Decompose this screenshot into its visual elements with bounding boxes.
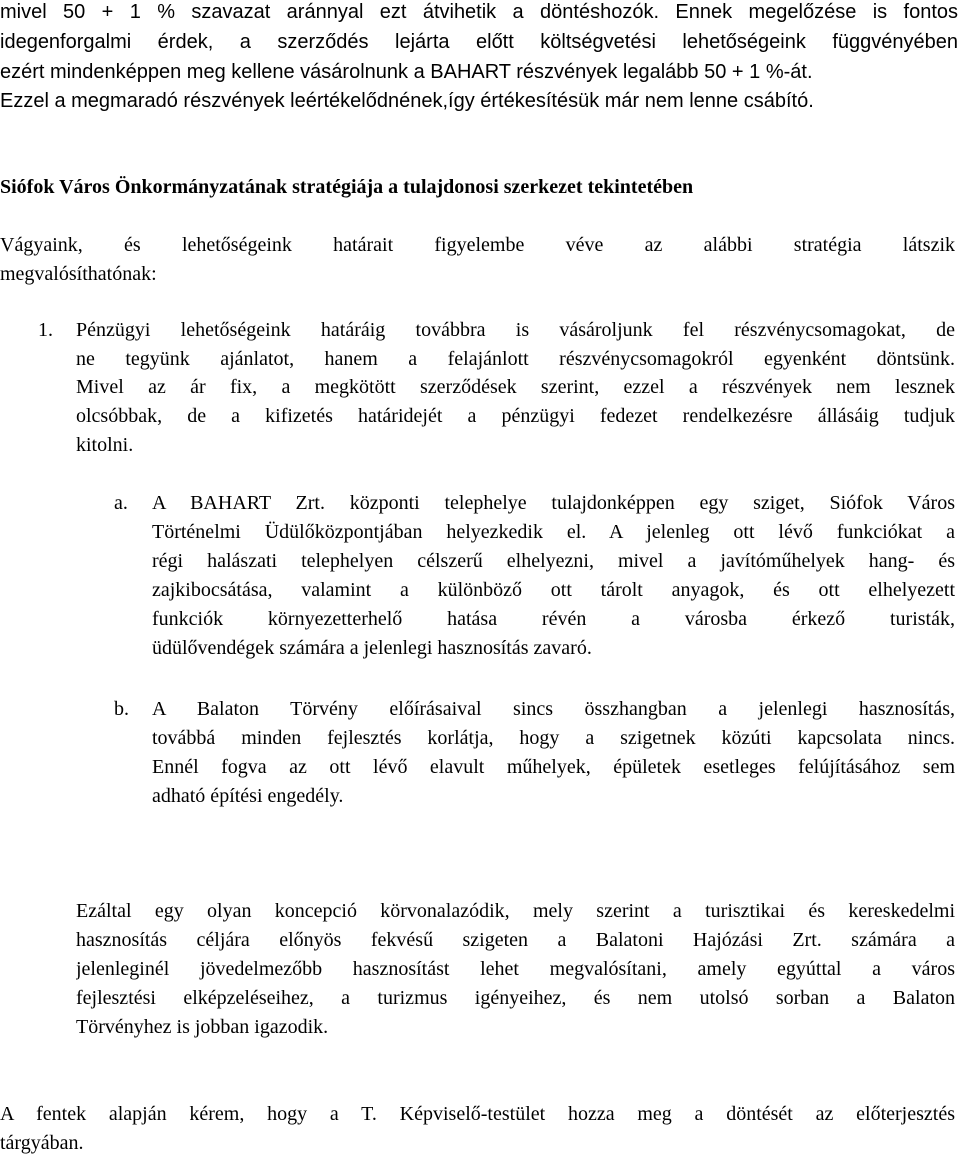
strategy-intro-line: Vágyaink, és lehetőségeink határait figyelembe véve az alábbi stratégia látszik	[0, 234, 955, 256]
strategy-intro-line: megvalósíthatónak:	[0, 263, 157, 285]
list-item-number: 1.	[38, 319, 53, 341]
conclusion-line: fejlesztési elképzeléseihez, a turizmus igényeihez, és nem utolsó sorban a Balaton	[76, 987, 955, 1009]
item-b-line: A Balaton Törvény előírásaival sincs összhangban a jelenlegi hasznosítás,	[152, 698, 955, 720]
conclusion-line: Ezáltal egy olyan koncepció körvonalazódik, mely szerint a turisztikai és kereskedelmi	[76, 900, 955, 922]
item1-line: olcsóbbak, de a kifizetés határidejét a pénzügyi fedezet rendelkezésre állásáig tudjuk	[76, 405, 955, 427]
item1-line: Pénzügyi lehetőségeink határáig továbbra is vásároljunk fel részvénycsomagokat, de	[76, 319, 955, 341]
item-a-line: A BAHART Zrt. központi telephelye tulajdonképpen egy sziget, Siófok Város	[152, 492, 955, 514]
item-a-line: régi halászati telephelyen célszerű elhelyezni, mivel a javítóműhelyek hang- és	[152, 550, 955, 572]
item1-line: ne tegyünk ajánlatot, hanem a felajánlott részvénycsomagokról egyenként döntsünk.	[76, 348, 955, 370]
item1-line: kitolni.	[76, 434, 134, 456]
item-a-line: zajkibocsátása, valamint a különböző ott tárolt anyagok, és ott elhelyezett	[152, 579, 955, 601]
item-b-line: Ennél fogva az ott lévő elavult műhelyek, épületek esetleges felújításához sem	[152, 756, 955, 778]
item-a-line: funkciók környezetterhelő hatása révén a városba érkező turisták,	[152, 608, 955, 630]
sub-item-letter: b.	[114, 698, 129, 720]
section-heading: Siófok Város Önkormányzatának stratégiája a tulajdonosi szerkezet tekintetében	[0, 176, 694, 198]
intro-line: ezért mindenképpen meg kellene vásárolnunk a BAHART részvények legalább 50 + 1 %-át.	[0, 61, 813, 83]
intro-line: idegenforgalmi érdek, a szerződés lejárta előtt költségvetési lehetőségeink függvényében	[0, 31, 958, 53]
intro-line: mivel 50 + 1 % szavazat aránnyal ezt átvihetik a döntéshozók. Ennek megelőzése is fontos	[0, 1, 958, 23]
conclusion-line: Törvényhez is jobban igazodik.	[76, 1016, 329, 1038]
conclusion-line: hasznosítás céljára előnyös fekvésű szigeten a Balatoni Hajózási Zrt. számára a	[76, 929, 955, 951]
conclusion-line: jelenleginél jövedelmezőbb hasznosítást lehet megvalósítani, amely egyúttal a város	[76, 958, 955, 980]
item-a-line: Történelmi Üdülőközpontjában helyezkedik el. A jelenleg ott lévő funkciókat a	[152, 521, 955, 543]
item-b-line: adható építési engedély.	[152, 785, 344, 807]
item1-line: Mivel az ár fix, a megkötött szerződések szerint, ezzel a részvények nem lesznek	[76, 376, 955, 398]
item-b-line: továbbá minden fejlesztés korlátja, hogy a szigetnek közúti kapcsolata nincs.	[152, 727, 955, 749]
closing-line: tárgyában.	[0, 1132, 84, 1154]
closing-line: A fentek alapján kérem, hogy a T. Képviselő-testület hozza meg a döntését az előterjesztés	[0, 1103, 955, 1125]
sub-item-letter: a.	[114, 492, 128, 514]
intro-line: Ezzel a megmaradó részvények leértékelődnének,így értékesítésük már nem lenne csábító.	[0, 90, 814, 112]
item-a-line: üdülővendégek számára a jelenlegi hasznosítás zavaró.	[152, 637, 592, 659]
